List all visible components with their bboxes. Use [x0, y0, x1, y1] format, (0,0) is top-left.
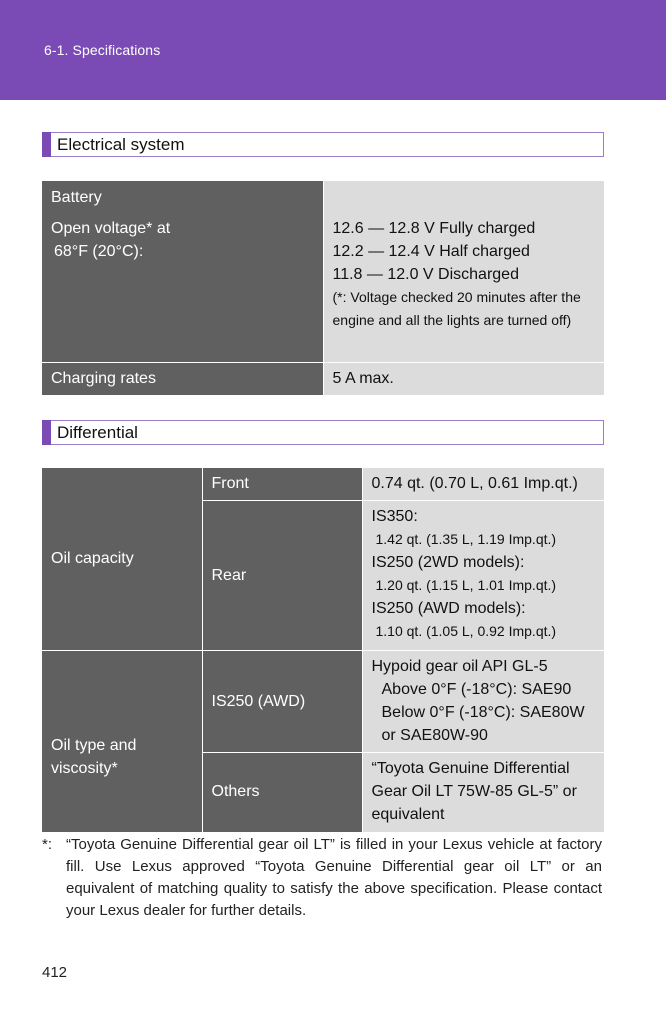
charging-row	[42, 362, 604, 395]
battery-row	[42, 181, 604, 362]
heading-accent-bar	[42, 132, 51, 157]
open-voltage-label-1: Open voltage* at	[51, 220, 171, 237]
rear-line: IS350:	[371, 508, 418, 525]
rear-line: 1.42 qt. (1.35 L, 1.19 Imp.qt.)	[375, 531, 557, 547]
is250awd-values-cell	[362, 651, 604, 753]
differential-title: Differential	[57, 423, 138, 442]
voltage-line: 11.8 — 12.0 V Discharged	[332, 266, 519, 283]
heading-accent-bar	[42, 420, 51, 445]
charging-value: 5 A max.	[323, 362, 604, 395]
front-label: Front	[202, 468, 362, 501]
footnote	[42, 834, 602, 922]
header-band	[0, 0, 666, 100]
others-value: “Toyota Genuine Differential Gear Oil LT 75W-85 GL-5” or equivalent	[362, 753, 604, 832]
page-number: 412	[42, 964, 68, 981]
is250awd-row	[42, 651, 604, 753]
footnote-text: “Toyota Genuine Differential gear oil LT” is filled in your Lexus vehicle at factory fill. Use Lexus approved “Toyota Genuine Differential gear oil LT” or an equivalent of matching quality to satisfy the above specification. Please contact your Lexus dealer for further details.	[66, 836, 602, 919]
voltage-line: 12.6 — 12.8 V Fully charged	[332, 220, 536, 237]
electrical-table	[42, 181, 604, 395]
differential-heading	[42, 420, 604, 445]
battery-label-cell	[42, 181, 323, 362]
voltage-line: 12.2 — 12.4 V Half charged	[332, 243, 530, 260]
is250awd-line: Hypoid gear oil API GL-5	[371, 658, 548, 675]
rear-line: 1.20 qt. (1.15 L, 1.01 Imp.qt.)	[375, 577, 557, 593]
is250awd-label: IS250 (AWD)	[202, 651, 362, 753]
rear-values-cell	[362, 501, 604, 651]
is250awd-line: Below 0°F (-18°C): SAE80W	[381, 704, 585, 721]
rear-label: Rear	[202, 501, 362, 651]
electrical-system-title: Electrical system	[57, 135, 185, 154]
voltage-note: (*: Voltage checked 20 minutes after the engine and all the lights are turned off)	[332, 289, 581, 328]
front-row	[42, 468, 604, 501]
rear-line: IS250 (AWD models):	[371, 600, 526, 617]
section-label: 6-1. Specifications	[44, 42, 161, 58]
rear-line: IS250 (2WD models):	[371, 554, 525, 571]
oil-capacity-label: Oil capacity	[42, 468, 202, 651]
electrical-system-heading	[42, 132, 604, 157]
differential-table	[42, 468, 604, 832]
footnote-mark: *:	[42, 836, 53, 853]
oil-type-label: Oil type and viscosity*	[42, 651, 202, 832]
open-voltage-label-2: 68°F (20°C):	[54, 243, 144, 260]
charging-label: Charging rates	[42, 362, 323, 395]
others-label: Others	[202, 753, 362, 832]
rear-line: 1.10 qt. (1.05 L, 0.92 Imp.qt.)	[375, 623, 557, 639]
battery-label: Battery	[51, 189, 102, 206]
voltage-values-cell	[323, 181, 604, 362]
is250awd-line: or SAE80W-90	[381, 727, 488, 744]
front-value: 0.74 qt. (0.70 L, 0.61 Imp.qt.)	[362, 468, 604, 501]
is250awd-line: Above 0°F (-18°C): SAE90	[381, 681, 572, 698]
